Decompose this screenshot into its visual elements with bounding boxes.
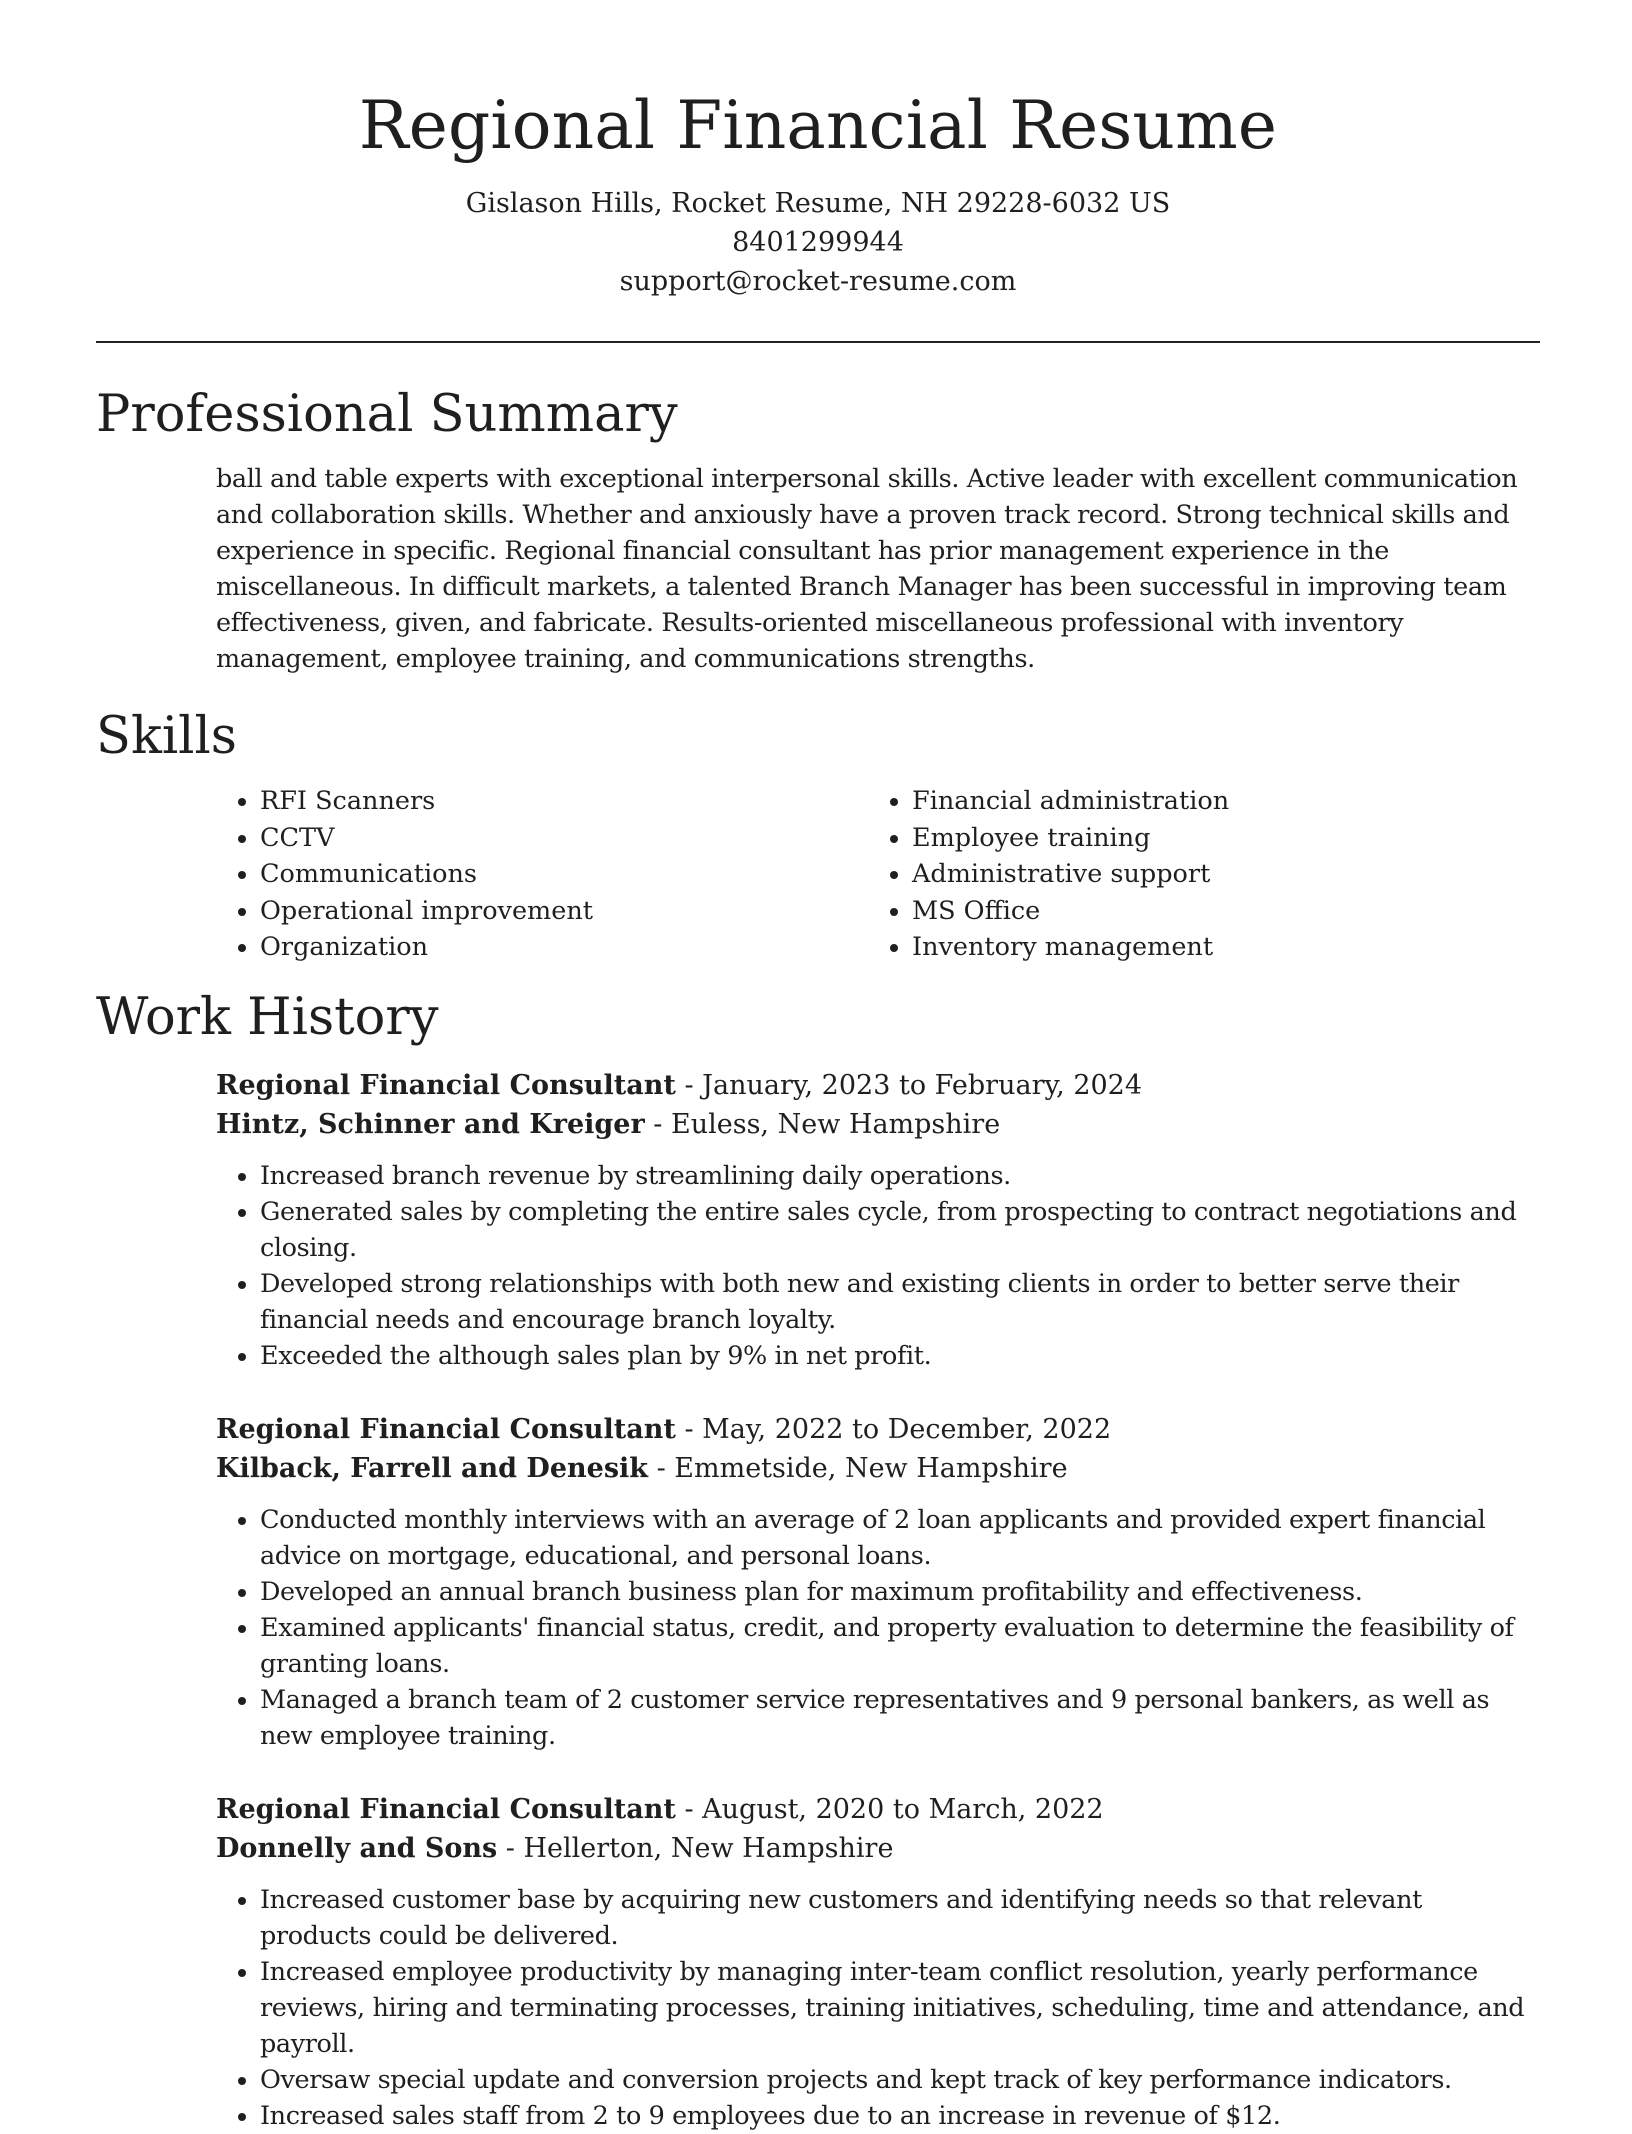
job-bullet: • Managed a branch team of 2 customer service representatives and 9 personal bankers, as well as new employee training. (260, 1682, 1540, 1754)
summary-heading: Professional Summary (96, 385, 678, 444)
job-bullet: • Examined applicants' financial status, credit, and property evaluation to determine the feasibility of granting loans. (260, 1610, 1540, 1682)
skill-item: • Communications (260, 856, 868, 893)
skill-item: • Organization (260, 929, 868, 966)
work-history-heading: Work History (96, 987, 439, 1047)
job-title: Regional Financial Consultant (216, 1413, 676, 1445)
skills-column-right (868, 783, 1520, 966)
contact-phone: 8401299944 (732, 227, 904, 258)
skill-item: • RFI Scanners (260, 783, 868, 820)
job-company-line (216, 1449, 1540, 1488)
skill-item: • Financial administration (912, 783, 1520, 820)
skill-item: • Administrative support (912, 856, 1520, 893)
job-bullet: • Conducted monthly interviews with an average of 2 loan applicants and provided expert financial advice on mortgage, educational, and personal loans. (260, 1502, 1540, 1574)
skill-item: • Employee training (912, 820, 1520, 857)
job-bullet: • Exceeded the although sales plan by 9% in net profit. (260, 1338, 1540, 1374)
resume-header (96, 0, 1540, 301)
job-company: Donnelly and Sons (216, 1832, 498, 1864)
job-title-line (216, 1790, 1540, 1829)
job-entry (216, 1410, 1540, 1754)
job-bullet-list (216, 1882, 1540, 2134)
job-company-line (216, 1829, 1540, 1868)
job-bullet: • Increased branch revenue by streamlining daily operations. (260, 1158, 1540, 1194)
skill-item: • Inventory management (912, 929, 1520, 966)
job-bullet: • Oversaw special update and conversion projects and kept track of key performance indicators. (260, 2062, 1540, 2098)
job-bullet: • Developed strong relationships with both new and existing clients in order to better serve their financial needs and encourage branch loyalty. (260, 1266, 1540, 1338)
job-dates: - August, 2020 to March, 2022 (675, 1793, 1104, 1825)
contact-address: Gislason Hills, Rocket Resume, NH 29228-6032 US (465, 188, 1171, 219)
job-dates: - January, 2023 to February, 2024 (675, 1069, 1143, 1101)
header-divider (96, 341, 1540, 343)
job-title: Regional Financial Consultant (216, 1793, 676, 1825)
job-location: - Hellerton, New Hampshire (497, 1832, 894, 1864)
job-company-line (216, 1105, 1540, 1144)
skill-item: • Operational improvement (260, 893, 868, 930)
job-bullet: • Increased sales staff from 2 to 9 employees due to an increase in revenue of $12. (260, 2098, 1540, 2134)
job-title: Regional Financial Consultant (216, 1069, 676, 1101)
contact-email: support@rocket-resume.com (619, 266, 1017, 297)
job-company: Hintz, Schinner and Kreiger (216, 1108, 645, 1140)
skills-heading: Skills (96, 707, 237, 766)
skills-grid (216, 783, 1540, 966)
skill-item: • CCTV (260, 820, 868, 857)
summary-section (216, 461, 1540, 677)
contact-info (96, 184, 1540, 301)
skill-item: • MS Office (912, 893, 1520, 930)
job-bullet: • Generated sales by completing the entire sales cycle, from prospecting to contract negotiations and closing. (260, 1194, 1540, 1266)
job-entry (216, 1790, 1540, 2134)
job-location: - Euless, New Hampshire (644, 1108, 1001, 1140)
job-title-line (216, 1066, 1540, 1105)
job-bullet-list (216, 1158, 1540, 1374)
resume-page (96, 0, 1540, 2134)
job-bullet: • Developed an annual branch business plan for maximum profitability and effectiveness. (260, 1574, 1540, 1610)
job-entry (216, 1066, 1540, 1374)
summary-text: ball and table experts with exceptional interpersonal skills. Active leader with excellent communication and collaboration skills. Whether and anxiously have a proven track record. Strong technical skills and experience in specific. Regional financial consultant has prior management experience in the miscellaneous. In difficult markets, a talented Branch Manager has been successful in improving team effectiveness, given, and fabricate. Results-oriented miscellaneous professional with inventory management, employee training, and communications strengths. (216, 464, 1518, 674)
job-bullet: • Increased customer base by acquiring new customers and identifying needs so that relevant products could be delivered. (260, 1882, 1540, 1954)
job-bullet-list (216, 1502, 1540, 1754)
job-title-line (216, 1410, 1540, 1449)
page-title: Regional Financial Resume (358, 87, 1278, 164)
skills-column-left (216, 783, 868, 966)
job-location: - Emmetside, New Hampshire (648, 1452, 1068, 1484)
job-dates: - May, 2022 to December, 2022 (675, 1413, 1112, 1445)
job-bullet: • Increased employee productivity by managing inter-team conflict resolution, yearly performance reviews, hiring and terminating processes, training initiatives, scheduling, time and attendance, and payroll. (260, 1954, 1540, 2062)
job-company: Kilback, Farrell and Denesik (216, 1452, 648, 1484)
